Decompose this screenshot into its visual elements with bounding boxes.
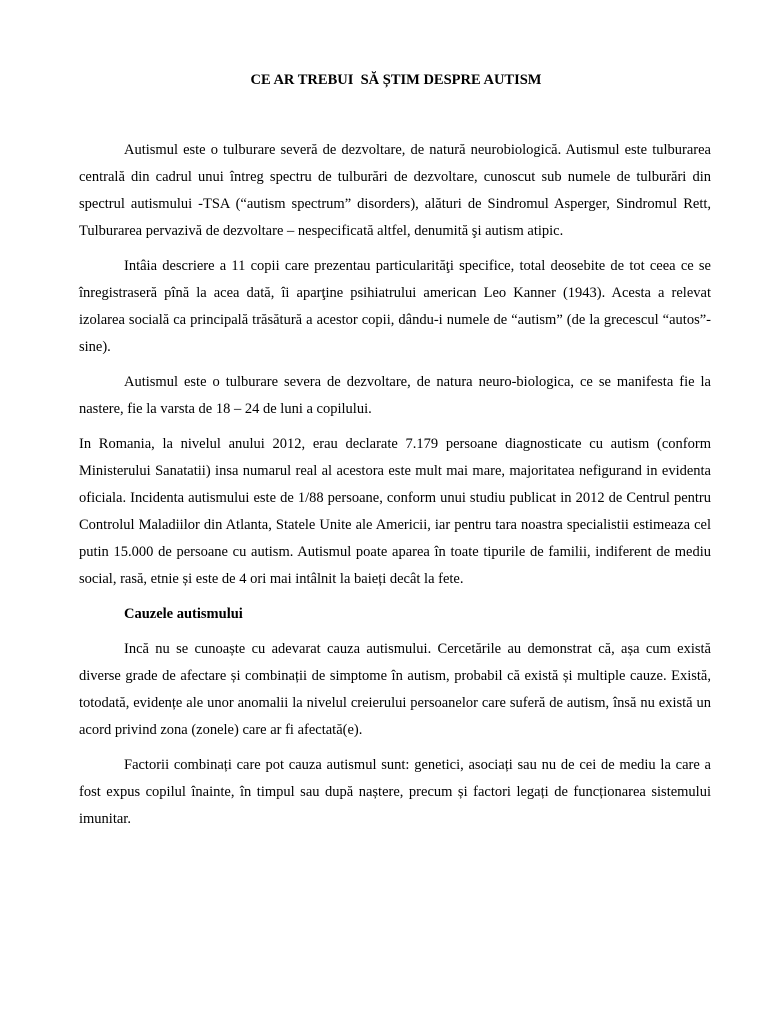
paragraph-autism-definition: Autismul este o tulburare severă de dezvoltare, de natură neurobiologică. Autismul este tulburarea centrală din cadrul unui întreg spectru de tulburări de dezvoltare, cunoscut sub numele de tulburări din spectrul autismului -TSA (“autism spectrum” disorders), alături de Sindromul Asperger, Sindromul Rett, Tulburarea pervazivă de dezvoltare – nespecificată altfel, denumită şi autism atipic. xyxy=(79,142,711,239)
paragraph-causes-factors: Factorii combinați care pot cauza autismul sunt: genetici, asociați sau nu de cei de mediu la care a fost expus copilul înainte, în timpul sau după naștere, precum și factori legați de funcționarea sistemului imunitar. xyxy=(79,757,711,827)
section-heading-causes: Cauzele autismului xyxy=(124,606,243,622)
paragraph-romania-statistics: In Romania, la nivelul anului 2012, erau declarate 7.179 persoane diagnosticate cu autism (conform Ministerului Sanatatii) insa numarul real al acestora este mult mai mare, majoritatea nefigurand in evidenta oficiala. Incidenta autismului este de 1/88 persoane, conform unui studiu publicat in 2012 de Centrul pentru Controlul Maladiilor din Atlanta, Statele Unite ale Americii, iar pentru tara noastra specialistii estimeaza cel putin 15.000 de persoane cu autism. Autismul poate aparea în toate tipurile de familii, indiferent de mediu social, rasă, etnie și este de 4 ori mai intâlnit la baieți decât la fete. xyxy=(79,436,711,587)
paragraph-kanner-description: Intâia descriere a 11 copii care prezentau particularităţi specifice, total deosebite de tot ceea ce se înregistraseră pînă la acea dată, îi aparţine psihiatrului american Leo Kanner (1943). Acesta a relevat izolarea socială ca principală trăsătură a acestor copii, dându-i numele de “autism” (de la grecescul “autos”- sine). xyxy=(79,258,711,355)
document-title: CE AR TREBUI SĂ ȘTIM DESPRE AUTISM xyxy=(250,72,542,88)
paragraph-onset: Autismul este o tulburare severa de dezvoltare, de natura neuro-biologica, ce se manifesta fie la nastere, fie la varsta de 18 – 24 de luni a copilului. xyxy=(79,374,711,417)
document-body xyxy=(79,137,711,841)
paragraph-causes-research: Incă nu se cunoaște cu adevarat cauza autismului. Cercetările au demonstrat că, așa cum există diverse grade de afectare și combinații de simptome în autism, probabil că există și multiple cauze. Există, totodată, evidențe ale unor anomalii la nivelul creierului persoanelor care suferă de autism, însă nu există un acord privind zona (zonele) care ar fi afectată(e). xyxy=(79,641,711,738)
